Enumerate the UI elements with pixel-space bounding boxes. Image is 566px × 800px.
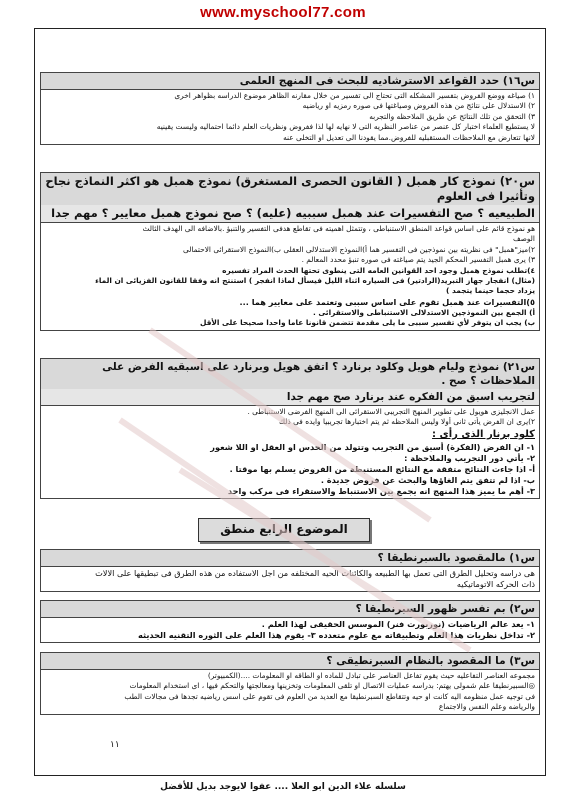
question-1-title: س١) مالمقصود بالسبرنطيقا ؟ — [40, 549, 540, 567]
footer-text: سلسله علاء الدين ابو العلا .... عفوا لايوجد بديل للأفضل — [160, 782, 406, 792]
answer-line: ٢- يأتي دور التجريب والملاحظة : — [404, 452, 535, 463]
site-url[interactable]: www.myschool77.com — [200, 4, 366, 21]
question-21-answer — [40, 406, 540, 499]
question-16-answer — [40, 90, 540, 145]
answer-line: لانها تتعارض مع الملاحظات المستقبليه للفروض.مما يقودنا الى تعديل او التخلى عنه — [283, 132, 535, 142]
question-21-subtitle: لتجريب اسبق من الفكره عند برنارد صح مهم جدا — [40, 389, 540, 406]
question-3-title: س٣) ما المقصود بالنظام السبرنطيقى ؟ — [40, 652, 540, 670]
question-20 — [40, 172, 540, 331]
answer-line: ذات الحركه الاتوماتيكيه — [456, 579, 535, 589]
question-2-title: س٢) بم تفسر ظهور السبرنطيقا ؟ — [40, 600, 540, 618]
answer-line: ب- اذا لم تتفق يتم الغاؤها والبحث عن فروض جديدة . — [320, 474, 535, 485]
question-20-answer — [40, 223, 540, 331]
question-21-title: س٢١) نموذج وليام هويل وكلود برنارد ؟ اتفق هويل وبرنارد على اسبقيه الفرض على الملاحظات ؟ صح . — [40, 358, 540, 389]
answer-line: ١- ان الفرض (الفكرة) أسبق من التجريب وتتولد من الحدس او العقل او اللا شعور — [210, 441, 535, 452]
answer-line: ١- يعد عالم الرياضيات (نوربورت فنر) الموسس الحقيقى لهذا العلم . — [261, 619, 535, 629]
question-2-answer — [40, 618, 540, 643]
answer-line: ب) يجب ان يتوفر لأي تفسير سببى ما يلى مقدمة تتضمن قانونا عاما واحدا صحيحا على الأقل — [199, 318, 535, 328]
question-2 — [40, 600, 540, 643]
question-1 — [40, 549, 540, 592]
answer-line: لا يستطيع العلماء اختبار كل عنصر من عناصر النظريه التى لا نهايه لها لذا ففروض ونظريات العلم دائما احتماليه وليست يقينيه — [156, 122, 535, 132]
question-3-answer — [40, 670, 540, 715]
answer-line: ٤)تطلب نموذج همبل وجود احد القوانين العامه التى ينطوى تحتها الحدث المراد تفسيره — [222, 265, 535, 275]
question-1-answer — [40, 567, 540, 592]
page-number: ١١ — [110, 740, 120, 750]
question-16-title: س١٦) حدد القواعد الاسترشاديه للبحث فى المنهج العلمى — [40, 72, 540, 90]
answer-line: ٢)ميز"همبل" فى نظريته بين نموذجين فى التفسير هما أ)النموذج الاستدلالى العقلى ب)النموذج الاستقرائى الاحتمالى — [182, 244, 535, 254]
question-20-title: س٢٠) نموذج كار همبل ( القانون الحصرى المستغرق) نموذج همبل هو اكثر النماذج نجاح وتأثيرا فى العلوم — [40, 172, 540, 205]
answer-line: مجموعه العناصر التفاعليه حيث يقوم تفاعل العناصر على تبادل للماده او الطاقه او المعلومات ....(الكمبيوتر) — [207, 671, 535, 680]
answer-line: فى توجيه عمل منظومه اليه كانت او حيه وتتقاطع السبرنطيقا مع العديد من العلوم فى تقوم على اسس رياضيه تجدها فى مجالات الطب — [124, 691, 535, 701]
answer-line: ٢- تداخل نظريات هذا العلم وتطبيقاته مع علوم متعدده ٣- يقوم هذا العلم على الثوره التقنيه الحديثه — [138, 630, 535, 640]
answer-line: ◎السبيرنطيقا علم شمولى يهتم: بدراسه عمليات الاتصال او تلقى المعلومات وتخزينها ومعالجتها والتحكم فيها ، اى استخدام المعلومات — [129, 681, 535, 691]
answer-line: هو نموذج قائم على اساس قواعد المنطق الاستنباطى ، وتتمثل اهميته فى تقاطع هدفى التفسير والتنبؤ .بالاضافه الى الهدف الثالث — [142, 224, 535, 233]
question-21 — [40, 358, 540, 499]
answer-line: ٥)التفسيرات عند همبل تقوم على اساس سببى وتعتمد على معايير هما ... — [239, 296, 535, 307]
answer-line: هى دراسه وتحليل الطرق التى تعمل بها الطبيعه والكائنات الحيه المختلفه من اجل الاستفاده من هذه الطرق فى تبطيقها على الالات — [95, 568, 535, 578]
answer-line: يزداد حجما حينما يتجمد ) — [446, 286, 535, 296]
answer-line: (مثال) انفجار جهاز التبريد(الرادتير) فى السياره اثناء الليل فيسأل لماذا انفجر ) استنتج انه وفقا للقانون الفزيائى ان الماء — [95, 276, 535, 286]
question-16 — [40, 72, 540, 145]
answer-line: ٢) الاستدلال على نتائج من هذه الفروض وصياغتها فى صوره رمزيه او رياضيه — [302, 101, 535, 111]
answer-line: الوصف — [512, 234, 535, 244]
answer-line: ٣- أهم ما يميز هذا المنهج انه يجمع بين الاستنباط والاستقراء فى مركب واحد — [227, 485, 535, 496]
question-20-subtitle: الطبيعيه ؟ صح التفسيرات عند همبل سببيه (عليه) ؟ صح نموذج همبل معايير ؟ مهم جدا — [40, 205, 540, 223]
subheading-claude-bernard: كلود برنار الذى رأى : — [432, 428, 535, 440]
answer-line: عمل الانجليزى هويول على تطوير المنهج التجريبى الاستقرائى الى المنهج الفرضى الاستنباطى . — [247, 407, 535, 416]
answer-line: ٣) التحقق من تلك النتائج عن طريق الملاحظه والتجربه — [369, 111, 535, 121]
answer-line: ٢)يرى ان الفرض يأتى ثانى أولا وليس الملاحظه ثم يتم اختبارها تجريبيا وايده فى ذلك — [279, 417, 535, 427]
answer-line: أ) الجمع بين النموذجين الاستدلالى الاستنباطى والاستقرائى . — [312, 307, 535, 317]
question-3 — [40, 652, 540, 715]
answer-line: والرياضه وعلم النفس والاجتماع — [438, 702, 535, 712]
answer-line: ٣) يرى همبل التفسير المحكم الجيد يتم صياغته فى صوره تنبؤ محدد المعالم . — [301, 255, 535, 265]
topic-heading: الموضوع الرابع منطق — [198, 518, 370, 542]
answer-line: أ- اذا جاءت النتائج متفقة مع النتائج المستنبطة من الفروض يسلم بها موقتا . — [229, 463, 535, 474]
answer-line: ١) صياغه ووضع الفروض بتفسير المشكله التى تحتاج الى تفسير من خلال مقارنه الظاهر موضوع الدراسه بظواهر اخرى — [174, 91, 535, 100]
